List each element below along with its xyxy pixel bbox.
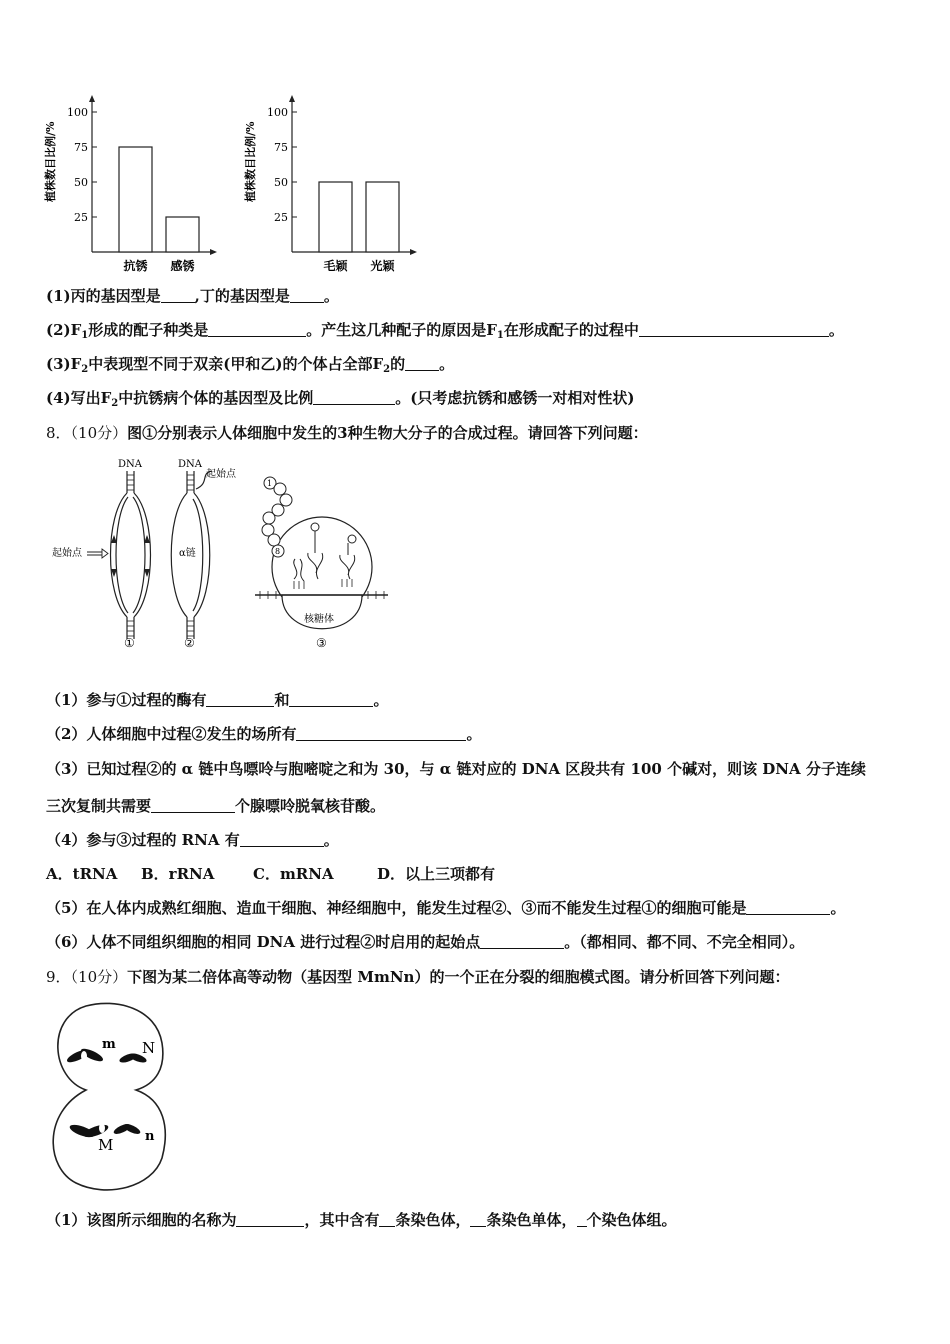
x-axis-arrow [410, 249, 417, 255]
blank[interactable] [639, 321, 829, 337]
svg-text:8: 8 [275, 547, 281, 556]
q8-sub2: （2）人体细胞中过程②发生的场所有 。 [46, 725, 482, 743]
blank[interactable] [240, 831, 324, 847]
option-a[interactable]: A．tRNA [46, 865, 118, 883]
bar-1 [319, 182, 352, 252]
q9-cell-figure [46, 998, 176, 1196]
bar-2 [366, 182, 399, 252]
blank[interactable] [161, 287, 195, 303]
blank[interactable] [379, 1211, 395, 1227]
bar-1 [119, 147, 152, 252]
y-tick-label: 100 [267, 106, 288, 119]
y-axis-label: 植株数目比例/% [44, 121, 57, 202]
y-tick-label: 75 [74, 141, 88, 154]
q7-sub2: $(2)F_1$形成的配子种类是 。产生这几种配子的原因是$F_1$在形成配子的过程中 。 [46, 321, 844, 341]
y-axis-arrow [289, 95, 295, 102]
y-axis-label: 植株数目比例/% [244, 121, 257, 202]
transcription-diagram [171, 459, 237, 650]
category-label: 抗锈 [123, 259, 148, 273]
blank[interactable] [206, 691, 274, 707]
svg-text:DNA: DNA [178, 459, 202, 470]
blank[interactable] [577, 1211, 587, 1227]
q8-synthesis-figure [50, 455, 410, 655]
blank[interactable] [208, 321, 306, 337]
svg-text:n: n [145, 1129, 155, 1144]
q8-sub3: （3）已知过程②的 α 链中鸟嘌呤与胞嘧啶之和为 30，与 α 链对应的 DNA 区段共有 100 个碱对，则该 DNA 分子连续 [46, 760, 866, 778]
svg-text:①: ① [124, 636, 135, 650]
y-axis-arrow [89, 95, 95, 102]
chart-rust-resistance [43, 95, 217, 273]
svg-text:②: ② [184, 636, 195, 650]
q8-sub4: （4）参与③过程的 RNA 有 。 [46, 831, 339, 849]
q8-title: 8．（10分）图①分别表示人体细胞中发生的3种生物大分子的合成过程。请回答下列问题： [46, 424, 648, 442]
y-tick-label: 50 [74, 176, 88, 189]
genotype-ratio-charts [40, 95, 420, 280]
y-tick-label: 25 [74, 211, 88, 224]
svg-text:起始点: 起始点 [52, 548, 82, 559]
q8-sub5: （5）在人体内成熟红细胞、造血干细胞、神经细胞中，能发生过程②、③而不能发生过程①的细胞可能是 。 [46, 899, 846, 917]
blank[interactable] [405, 355, 439, 371]
svg-text:起始点: 起始点 [206, 469, 236, 480]
blank[interactable] [296, 725, 466, 741]
bar-2 [166, 217, 199, 252]
svg-text:③: ③ [316, 636, 327, 650]
option-b[interactable]: B．rRNA [141, 865, 215, 883]
y-tick-label: 75 [274, 141, 288, 154]
svg-text:N: N [142, 1039, 156, 1057]
category-label: 感锈 [170, 259, 195, 273]
q7-sub1: (1)丙的基因型是 ,丁的基因型是 。 [46, 287, 339, 305]
q8-options [46, 864, 495, 884]
q7-sub3: $(3)F_2$中表现型不同于双亲(甲和乙)的个体占全部$F_2$的 。 [46, 355, 455, 375]
category-label: 光颖 [370, 259, 395, 273]
svg-text:核糖体: 核糖体 [304, 614, 334, 625]
q8-sub1: （1）参与①过程的酶有 和 。 [46, 691, 389, 709]
blank[interactable] [289, 691, 373, 707]
blank[interactable] [151, 797, 235, 813]
option-d[interactable]: D．以上三项都有 [377, 865, 496, 883]
option-c[interactable]: C．mRNA [253, 865, 334, 883]
y-tick-label: 100 [67, 106, 88, 119]
svg-text:m: m [102, 1037, 116, 1052]
blank[interactable] [470, 1211, 486, 1227]
blank[interactable] [313, 389, 395, 405]
chart-glume-hair [243, 95, 417, 273]
translation-diagram [255, 477, 388, 650]
svg-text:1: 1 [267, 479, 273, 488]
y-tick-label: 50 [274, 176, 288, 189]
q8-sub6: （6）人体不同组织细胞的相同 DNA 进行过程②时启用的起始点 。（都相同、都不同、不完全相同）。 [46, 933, 805, 951]
blank[interactable] [290, 287, 324, 303]
q9-title: 9．（10分）下图为某二倍体高等动物（基因型 MmNn）的一个正在分裂的细胞模式图。请分析回答下列问题： [46, 968, 790, 986]
x-axis-arrow [210, 249, 217, 255]
q8-sub3-cont: 三次复制共需要 个腺嘌呤脱氧核苷酸。 [46, 797, 386, 815]
q9-sub1: （1）该图所示细胞的名称为 ，其中含有 条染色体， 条染色单体， 个染色体组。 [46, 1211, 677, 1229]
replication-diagram [52, 459, 151, 650]
blank[interactable] [236, 1211, 304, 1227]
blank[interactable] [480, 933, 564, 949]
svg-text:DNA: DNA [118, 459, 142, 470]
y-tick-label: 25 [274, 211, 288, 224]
category-label: 毛颖 [323, 259, 348, 273]
svg-text:α链: α链 [179, 548, 196, 559]
blank[interactable] [746, 899, 830, 915]
q7-sub4: (4)写出$F_2$中抗锈病个体的基因型及比例 。(只考虑抗锈和感锈一对相对性状) [46, 389, 635, 409]
svg-text:M: M [98, 1136, 114, 1154]
